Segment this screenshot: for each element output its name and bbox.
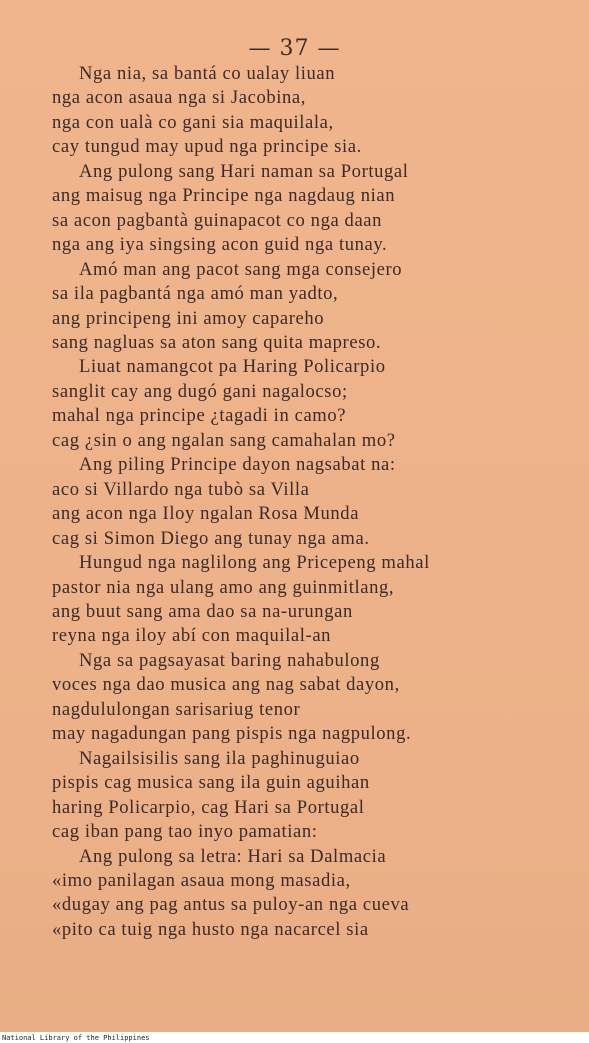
verse-line: Ang pulong sa letra: Hari sa Dalmacia xyxy=(79,845,387,867)
verse-line: ang buut sang ama dao sa na-urungan xyxy=(52,600,353,622)
verse-line: Ang piling Principe dayon nagsabat na: xyxy=(79,454,396,476)
verse-line: ang acon nga Iloy ngalan Rosa Munda xyxy=(52,503,360,525)
verse-line: nga ang iya singsing acon guid nga tunay. xyxy=(52,234,388,256)
verse-line: may nagadungan pang pispis nga nagpulong. xyxy=(52,723,412,745)
verse-line: Nga sa pagsayasat baring nahabulong xyxy=(79,649,380,671)
verse-line: pastor nia nga ulang amo ang guinmitlang, xyxy=(52,576,395,598)
verse-line: sang nagluas sa aton sang quita mapreso. xyxy=(52,331,382,353)
verse-line: «dugay ang pag antus sa puloy-an nga cueva xyxy=(52,894,410,916)
verse-line: pispis cag musica sang ila guin aguihan xyxy=(52,772,370,794)
verse-line: cag ¿sin o ang ngalan sang camahalan mo? xyxy=(52,429,396,451)
verse-line: sa ila pagbantá nga amó man yadto, xyxy=(52,283,339,305)
page-number: — 37 — xyxy=(248,36,341,61)
verse-line: Ang pulong sang Hari naman sa Portugal xyxy=(79,160,409,182)
verse-line: «pito ca tuig nga husto nga nacarcel sia xyxy=(52,918,369,940)
verse-line: ang principeng ini amoy capareho xyxy=(52,307,325,329)
verse-line: cay tungud may upud nga principe sia. xyxy=(52,136,362,158)
verse-line: ang maisug nga Principe nga nagdaug nian xyxy=(52,185,396,207)
verse-line: Liuat namangcot pa Haring Policarpio xyxy=(79,356,386,378)
verse-text xyxy=(52,62,572,942)
verse-line: Nagailsisilis sang ila paghinuguiao xyxy=(79,747,360,769)
verse-line: Amó man ang pacot sang mga consejero xyxy=(79,258,403,280)
verse-line: voces nga dao musica ang nag sabat dayon, xyxy=(52,674,400,696)
verse-line: reyna nga iloy abí con maquilal-an xyxy=(52,625,332,647)
verse-line: Nga nia, sa bantá co ualay liuan xyxy=(79,63,336,84)
verse-line: nga con ualà co gani sia maquilala, xyxy=(52,111,334,133)
verse-line: sanglit cay ang dugó gani nagalocso; xyxy=(52,380,348,402)
verse-line: cag si Simon Diego ang tunay nga ama. xyxy=(52,527,370,549)
verse-line: mahal nga principe ¿tagadi in camo? xyxy=(52,405,347,427)
verse-line: Hungud nga naglilong ang Pricepeng mahal xyxy=(79,552,430,574)
verse-line: nga acon asaua nga si Jacobina, xyxy=(52,87,307,109)
verse-line: nagdululongan sarisariug tenor xyxy=(52,698,301,720)
verse-line: cag iban pang tao inyo pamatian: xyxy=(52,821,318,843)
verse-line: haring Policarpio, cag Hari sa Portugal xyxy=(52,796,365,818)
verse-line: aco si Villardo nga tubò sa Villa xyxy=(52,478,310,500)
verse-line: sa acon pagbantà guinapacot co nga daan xyxy=(52,209,383,231)
verse-line: «imo panilagan asaua mong masadia, xyxy=(52,869,351,891)
library-credit: National Library of the Philippines xyxy=(2,1034,150,1042)
